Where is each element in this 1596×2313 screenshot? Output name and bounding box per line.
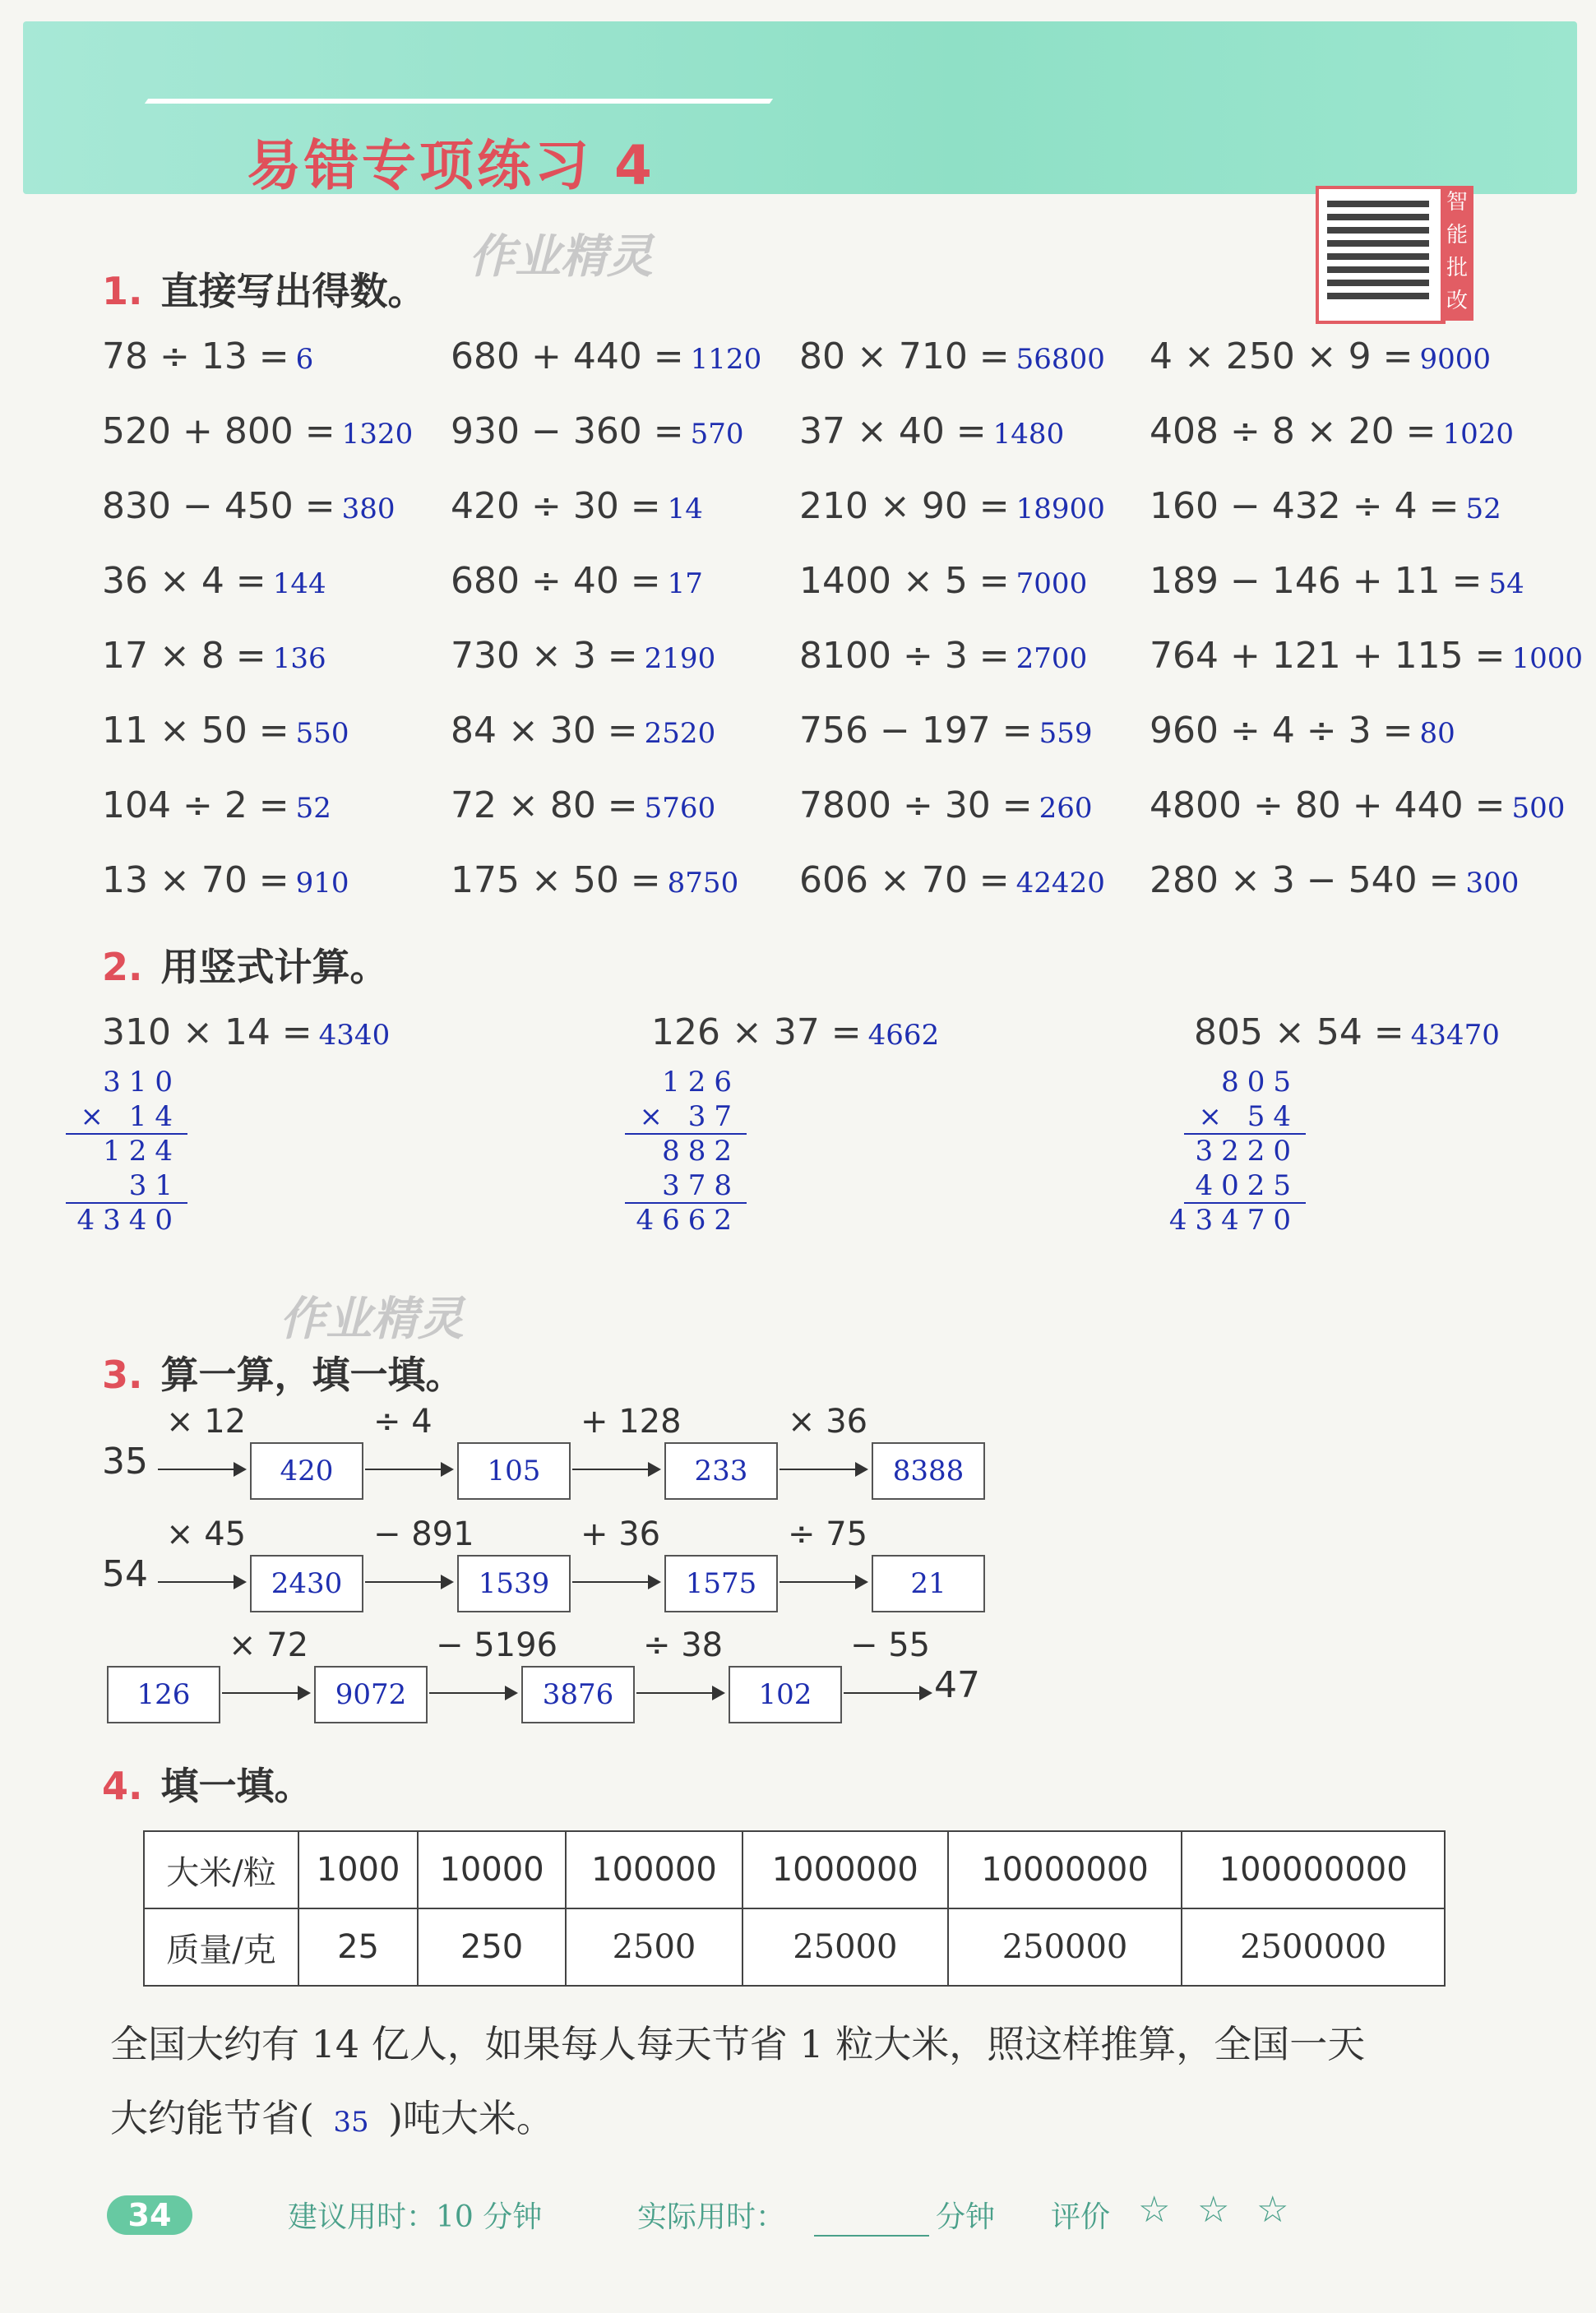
- rating-label: 评价: [1051, 2200, 1111, 2234]
- equation-text: 606 × 70 =: [799, 859, 1010, 901]
- answer-box[interactable]: [872, 1442, 985, 1500]
- answer: 1000: [1511, 642, 1584, 675]
- answer: 300: [1465, 867, 1520, 900]
- answer-box[interactable]: [250, 1442, 363, 1500]
- equation-text: 160 − 432 ÷ 4 =: [1150, 485, 1460, 527]
- answer: 1480: [992, 418, 1065, 451]
- operator-label: ÷ 38: [643, 1626, 724, 1664]
- answer: 136: [272, 642, 326, 675]
- equation: [451, 635, 715, 677]
- answer: 8388: [892, 1455, 965, 1487]
- suggested-time: 建议用时：10 分钟: [288, 2200, 543, 2234]
- equation-text: 4800 ÷ 80 + 440 =: [1150, 784, 1506, 826]
- answer: 910: [295, 867, 349, 900]
- equation-text: 805 × 54 =: [1194, 1011, 1404, 1053]
- equation: [102, 710, 349, 752]
- table-cell: 10000: [418, 1831, 566, 1908]
- answer: 43470: [1410, 1019, 1500, 1052]
- answer: 8750: [667, 867, 739, 900]
- vertical-line: × 37: [639, 1100, 740, 1133]
- vertical-problem: [102, 1011, 390, 1053]
- divider: [1184, 1133, 1306, 1135]
- equation: [799, 335, 1105, 377]
- table-cell: 25: [298, 1908, 418, 1986]
- equation-text: 520 + 800 =: [102, 410, 335, 452]
- section-title: 用竖式计算。: [160, 945, 388, 989]
- answer: 570: [690, 418, 744, 451]
- divider: [66, 1133, 187, 1135]
- equation-text: 175 × 50 =: [451, 859, 661, 901]
- section-number: 2.: [102, 945, 143, 989]
- answer: 2700: [1015, 642, 1088, 675]
- arrow-icon: [158, 1469, 245, 1470]
- answer-box[interactable]: [664, 1555, 778, 1612]
- answer: 21: [910, 1567, 946, 1600]
- answer: 56800: [1015, 343, 1105, 376]
- answer-box[interactable]: [457, 1442, 571, 1500]
- equation: [1150, 335, 1491, 377]
- answer: 102: [758, 1678, 812, 1711]
- divider: [625, 1133, 747, 1135]
- equation-text: 930 − 360 =: [451, 410, 684, 452]
- answer: 17: [667, 567, 703, 600]
- answer: 1539: [478, 1567, 550, 1600]
- equation: [799, 485, 1105, 527]
- equation-text: 8100 ÷ 3 =: [799, 635, 1010, 677]
- operator-label: × 72: [229, 1626, 309, 1664]
- operator-label: + 36: [581, 1515, 661, 1553]
- answer: 380: [341, 493, 396, 525]
- equation: [1150, 710, 1455, 752]
- operator-label: × 12: [166, 1403, 247, 1441]
- equation-text: 310 × 14 =: [102, 1011, 312, 1053]
- table-cell: 250: [418, 1908, 566, 1986]
- equation: [1150, 485, 1501, 527]
- vertical-line: 43470: [1168, 1204, 1299, 1237]
- equation-text: 13 × 70 =: [102, 859, 289, 901]
- equation-text: 4 × 250 × 9 =: [1150, 335, 1413, 377]
- banner-decoration: [145, 99, 773, 104]
- equation: [102, 335, 313, 377]
- section-title: 算一算，填一填。: [160, 1353, 464, 1397]
- answer: 4662: [867, 1019, 940, 1052]
- answer-cell: 2500: [566, 1908, 742, 1986]
- equation-text: 408 ÷ 8 × 20 =: [1150, 410, 1436, 452]
- equation-text: 960 ÷ 4 ÷ 3 =: [1150, 710, 1413, 752]
- equation: [1150, 560, 1524, 602]
- equation: [1150, 859, 1519, 901]
- answer-blank: 35: [333, 2106, 369, 2139]
- equation: [102, 410, 413, 452]
- arrow-icon: [429, 1692, 516, 1694]
- vertical-line: 124: [103, 1135, 181, 1168]
- answer: 126: [136, 1678, 191, 1711]
- answer: 5760: [644, 792, 716, 825]
- vertical-problem: [651, 1011, 939, 1053]
- answer: 18900: [1015, 493, 1105, 525]
- actual-time-blank[interactable]: [814, 2235, 929, 2237]
- section2-heading: [102, 937, 387, 992]
- equation: [451, 335, 761, 377]
- vertical-line: × 14: [80, 1100, 181, 1133]
- equation-text: 36 × 4 =: [102, 560, 266, 602]
- table-cell: 1000: [298, 1831, 418, 1908]
- equation-text: 17 × 8 =: [102, 635, 266, 677]
- table-row: [144, 1908, 1445, 1986]
- chain-end: 47: [934, 1664, 980, 1706]
- star-icon[interactable]: ☆: [1256, 2189, 1289, 2231]
- operator-label: × 36: [788, 1403, 868, 1441]
- arrow-icon: [365, 1469, 452, 1470]
- rice-table: [143, 1830, 1446, 1987]
- equation-text: 11 × 50 =: [102, 710, 289, 752]
- operator-label: − 55: [850, 1626, 931, 1664]
- vertical-line: 4025: [1195, 1169, 1299, 1202]
- word-problem-line2: [110, 2089, 554, 2143]
- arrow-icon: [572, 1469, 659, 1470]
- answer: 42420: [1015, 867, 1105, 900]
- answer: 1120: [690, 343, 762, 376]
- answer-box[interactable]: [729, 1666, 842, 1723]
- answer: 3876: [542, 1678, 614, 1711]
- equation: [799, 710, 1093, 752]
- divider: [1184, 1202, 1306, 1204]
- divider: [66, 1202, 187, 1204]
- vertical-line: 31: [128, 1169, 181, 1202]
- section-number: 4.: [102, 1764, 143, 1808]
- equation: [1150, 784, 1565, 826]
- equation-text: 680 ÷ 40 =: [451, 560, 661, 602]
- section-number: 3.: [102, 1353, 143, 1397]
- answer: 2430: [271, 1567, 343, 1600]
- equation: [102, 784, 331, 826]
- answer: 9072: [335, 1678, 407, 1711]
- answer-box[interactable]: [314, 1666, 428, 1723]
- equation: [451, 485, 703, 527]
- section-number: 1.: [102, 269, 143, 313]
- answer: 420: [280, 1455, 334, 1487]
- equation-text: 126 × 37 =: [651, 1011, 862, 1053]
- answer: 550: [295, 717, 349, 750]
- vertical-line: 378: [662, 1169, 740, 1202]
- section-title: 填一填。: [160, 1764, 312, 1808]
- divider: [625, 1202, 747, 1204]
- page-number: 34: [107, 2195, 192, 2235]
- equation-text: 830 − 450 =: [102, 485, 335, 527]
- section3-heading: [102, 1345, 463, 1399]
- answer: 233: [694, 1455, 748, 1487]
- equation-text: 280 × 3 − 540 =: [1150, 859, 1460, 901]
- equation: [799, 410, 1064, 452]
- equation: [1150, 410, 1514, 452]
- answer: 9000: [1419, 343, 1492, 376]
- answer: 1320: [341, 418, 414, 451]
- table-cell: 1000000: [742, 1831, 948, 1908]
- answer: 14: [667, 493, 703, 525]
- equation-text: 420 ÷ 30 =: [451, 485, 661, 527]
- answer: 54: [1488, 567, 1524, 600]
- answer: 80: [1419, 717, 1455, 750]
- equation: [799, 859, 1105, 901]
- equation: [102, 560, 326, 602]
- answer-box[interactable]: [107, 1666, 220, 1723]
- operator-label: ÷ 4: [373, 1403, 433, 1441]
- equation-text: 210 × 90 =: [799, 485, 1010, 527]
- answer: 4340: [318, 1019, 391, 1052]
- equation: [102, 485, 396, 527]
- answer: 7000: [1015, 567, 1088, 600]
- section-title: 直接写出得数。: [160, 269, 426, 313]
- vertical-line: 3220: [1195, 1135, 1299, 1168]
- equation: [451, 710, 715, 752]
- actual-time-unit: 分钟: [936, 2200, 996, 2234]
- equation: [451, 784, 715, 826]
- answer-cell: 25000: [742, 1908, 948, 1986]
- section4-heading: [102, 1756, 312, 1811]
- actual-time-label: 实际用时：: [637, 2200, 786, 2234]
- watermark: 作业精灵: [469, 230, 653, 284]
- text-fragment: )吨大米。: [387, 2096, 554, 2140]
- answer: 1575: [685, 1567, 757, 1600]
- vertical-line: × 54: [1198, 1100, 1299, 1133]
- answer-cell: 250000: [948, 1908, 1182, 1986]
- equation-text: 1400 × 5 =: [799, 560, 1010, 602]
- equation-text: 104 ÷ 2 =: [102, 784, 289, 826]
- answer-box[interactable]: [872, 1555, 985, 1612]
- star-icon[interactable]: ☆: [1138, 2189, 1171, 2231]
- equation-text: 756 − 197 =: [799, 710, 1033, 752]
- equation-text: 680 + 440 =: [451, 335, 684, 377]
- arrow-icon: [572, 1581, 659, 1583]
- table-cell: 100000000: [1182, 1831, 1445, 1908]
- arrow-icon: [365, 1581, 452, 1583]
- arrow-icon: [779, 1469, 867, 1470]
- equation-text: 37 × 40 =: [799, 410, 987, 452]
- answer-box[interactable]: [250, 1555, 363, 1612]
- equation-text: 189 − 146 + 11 =: [1150, 560, 1483, 602]
- operator-label: + 128: [581, 1403, 682, 1441]
- equation-text: 80 × 710 =: [799, 335, 1010, 377]
- table-row: [144, 1831, 1445, 1908]
- operator-label: ÷ 75: [788, 1515, 868, 1553]
- page-title: 易错专项练习 4: [247, 134, 655, 197]
- vertical-line: 805: [1221, 1066, 1299, 1099]
- answer: 559: [1039, 717, 1093, 750]
- equation: [1150, 635, 1583, 677]
- answer-box[interactable]: [457, 1555, 571, 1612]
- equation-text: 84 × 30 =: [451, 710, 638, 752]
- operator-label: − 891: [373, 1515, 474, 1553]
- arrow-icon: [779, 1581, 867, 1583]
- vertical-line: 4340: [76, 1204, 181, 1237]
- vertical-problem: [1194, 1011, 1500, 1053]
- operator-label: − 5196: [436, 1626, 558, 1664]
- equation-text: 764 + 121 + 115 =: [1150, 635, 1506, 677]
- answer-box[interactable]: [521, 1666, 635, 1723]
- answer: 52: [1465, 493, 1501, 525]
- vertical-line: 4662: [636, 1204, 740, 1237]
- arrow-icon: [636, 1692, 724, 1694]
- star-icon[interactable]: ☆: [1197, 2189, 1230, 2231]
- answer: 260: [1039, 792, 1093, 825]
- equation-text: 7800 ÷ 30 =: [799, 784, 1033, 826]
- equation: [451, 560, 703, 602]
- arrow-icon: [158, 1581, 245, 1583]
- table-cell: 100000: [566, 1831, 742, 1908]
- answer: 6: [295, 343, 314, 376]
- answer: 2520: [644, 717, 716, 750]
- equation-text: 72 × 80 =: [451, 784, 638, 826]
- answer-cell: 2500000: [1182, 1908, 1445, 1986]
- arrow-icon: [844, 1692, 931, 1694]
- qr-label: 智能批改: [1441, 186, 1473, 321]
- chain-start: 54: [102, 1553, 148, 1595]
- vertical-line: 882: [662, 1135, 740, 1168]
- equation: [799, 635, 1087, 677]
- text-fragment: 大约能节省(: [110, 2096, 314, 2140]
- equation: [799, 560, 1087, 602]
- equation: [451, 859, 738, 901]
- equation-text: 730 × 3 =: [451, 635, 638, 677]
- chain-start: 35: [102, 1441, 148, 1483]
- word-problem-line1: 全国大约有 14 亿人，如果每人每天节省 1 粒大米，照这样推算，全国一天: [110, 2022, 1366, 2066]
- arrow-icon: [222, 1692, 309, 1694]
- answer: 2190: [644, 642, 716, 675]
- row-label: 质量/克: [144, 1908, 298, 1986]
- equation: [451, 410, 744, 452]
- vertical-line: 310: [103, 1066, 181, 1099]
- equation: [102, 859, 349, 901]
- answer: 144: [272, 567, 326, 600]
- equation: [799, 784, 1093, 826]
- operator-label: × 45: [166, 1515, 247, 1553]
- answer: 1020: [1442, 418, 1515, 451]
- answer: 52: [295, 792, 331, 825]
- vertical-line: 126: [662, 1066, 740, 1099]
- qr-pattern: [1327, 197, 1429, 299]
- section1-heading: [102, 261, 425, 316]
- table-cell: 10000000: [948, 1831, 1182, 1908]
- watermark: 作业精灵: [280, 1293, 464, 1346]
- answer: 105: [487, 1455, 541, 1487]
- answer-box[interactable]: [664, 1442, 778, 1500]
- equation-text: 78 ÷ 13 =: [102, 335, 289, 377]
- row-label: 大米/粒: [144, 1831, 298, 1908]
- qr-code[interactable]: [1316, 186, 1446, 324]
- equation: [102, 635, 326, 677]
- answer: 500: [1511, 792, 1566, 825]
